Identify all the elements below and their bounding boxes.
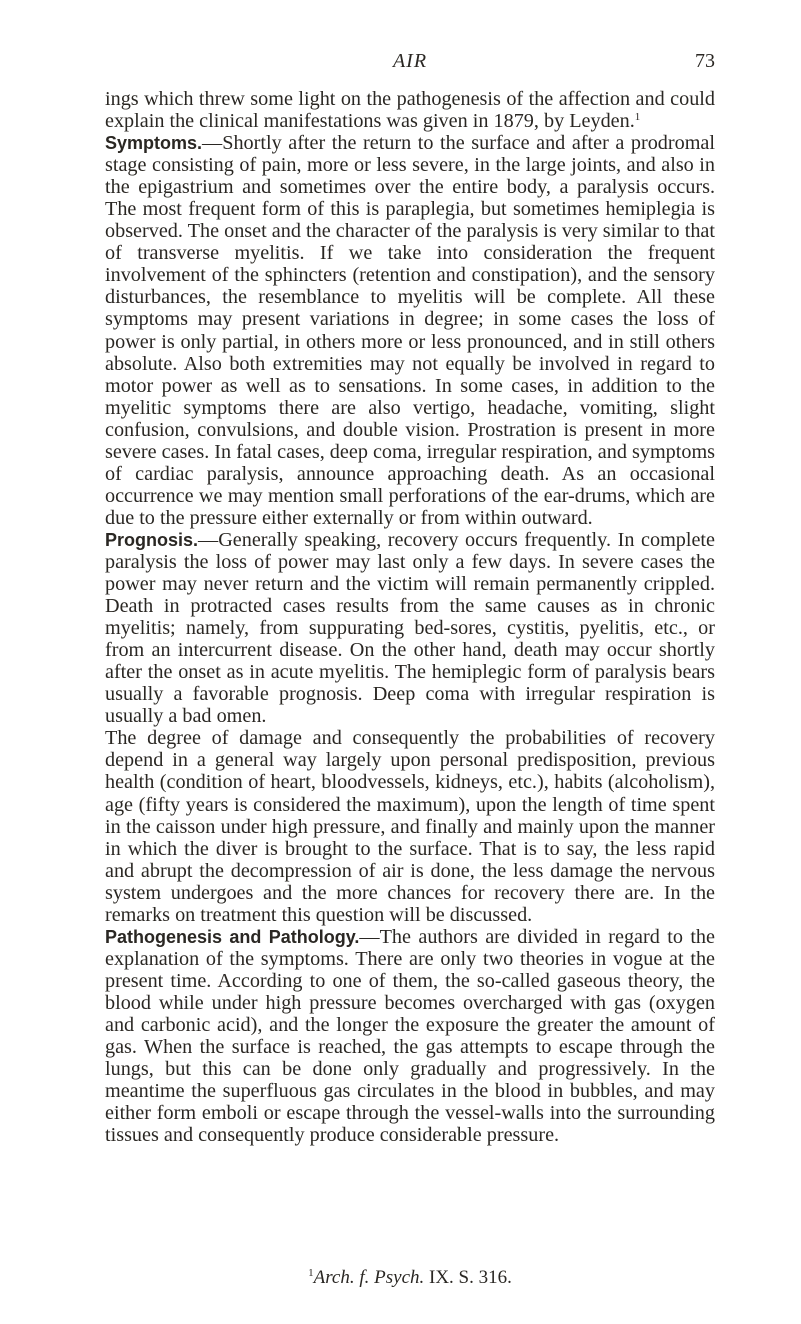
paragraph-prognosis xyxy=(105,529,715,727)
paragraph-text: ings which threw some light on the pathogenesis of the affection and could explain the clinical manifestations was given in 1879, by Leyden. xyxy=(105,88,715,133)
body-text xyxy=(105,88,715,1146)
footnote xyxy=(105,1267,715,1289)
section-heading-pathogenesis: Pathogenesis and Pathology. xyxy=(105,926,360,947)
paragraph-symptoms xyxy=(105,132,715,529)
paragraph-recovery xyxy=(105,727,715,925)
section-heading-prognosis: Prognosis. xyxy=(105,529,199,550)
paragraph-text: The degree of damage and consequently the probabilities of recovery depend in a general way largely upon personal predisposition, previous health (condition of heart, bloodvessels, kidneys, etc.), habits (alcoholism), age (fifty years is considered the maximum), upon the length of time spent in the caisson under high pressure, and finally and mainly upon the manner in which the diver is brought to the surface. That is to say, the less rapid and abrupt the decompression of air is done, the less damage the nervous system undergoes and the more chances for recovery there are. In the remarks on treatment this question will be discussed. xyxy=(105,727,715,926)
footnote-reference: 1 xyxy=(634,111,641,124)
running-head xyxy=(105,50,715,76)
footnote-marker: 1 xyxy=(308,1267,314,1279)
footnote-ref: IX. S. 316. xyxy=(424,1267,512,1288)
paragraph-text: —Generally speaking, recovery occurs frequently. In complete paralysis the loss of power may last only a few days. In severe cases the power may never return and the victim will remain permanently crippled. Death in protracted cases results from the same causes as in chronic myelitis; namely, from suppurating bed-sores, cystitis, pyelitis, etc., or from an intercurrent disease. On the other hand, death may occur shortly after the onset as in acute myelitis. The hemiplegic form of paralysis bears usually a favorable prognosis. Deep coma with irregular respiration is usually a bad omen. xyxy=(105,528,715,728)
paragraph-pathogenesis xyxy=(105,926,715,1146)
paragraph-continuation xyxy=(105,88,715,132)
running-title: AIR xyxy=(392,50,428,72)
paragraph-text: —The authors are divided in regard to the explanation of the symptoms. There are only two theories in vogue at the present time. According to one of them, the so-called gaseous theory, the blood while under high pressure becomes overcharged with gas (oxygen and carbonic acid), and the longer the exposure the greater the amount of gas. When the surface is reached, the gas attempts to escape through the lungs, but this can be done only gradually and progressively. In the meantime the superfluous gas circulates in the blood in bubbles, and may either form emboli or escape through the vessel-walls into the surrounding tissues and consequently produce considerable pressure. xyxy=(105,925,715,1147)
footnote-source: Arch. f. Psych. xyxy=(313,1267,425,1288)
paragraph-text: —Shortly after the return to the surface and after a prodromal stage consisting of pain, more or less severe, in the large joints, and also in the epigastrium and sometimes over the entire body, a paralysis occurs. The most frequent form of this is paraplegia, but sometimes hemiplegia is observed. The onset and the character of the paralysis is very similar to that of transverse myelitis. If we take into consideration the frequent involvement of the sphincters (retention and constipation), and the sensory disturbances, the resemblance to myelitis will be complete. All these symptoms may present variations in degree; in some cases the loss of power is only partial, in others more or less pronounced, and in still others absolute. Also both extremities may not equally be involved in regard to motor power as well as to sensations. In some cases, in addition to the myelitic symptoms there are also vertigo, headache, vomiting, slight confusion, convulsions, and double vision. Prostration is present in more severe cases. In fatal cases, deep coma, irregular respiration, and symptoms of cardiac paralysis, announce approaching death. As an occasional occurrence we may mention small perforations of the ear-drums, which are due to the pressure either externally or from within outward. xyxy=(105,132,715,529)
page-number: 73 xyxy=(695,50,715,72)
section-heading-symptoms: Symptoms. xyxy=(105,133,203,154)
